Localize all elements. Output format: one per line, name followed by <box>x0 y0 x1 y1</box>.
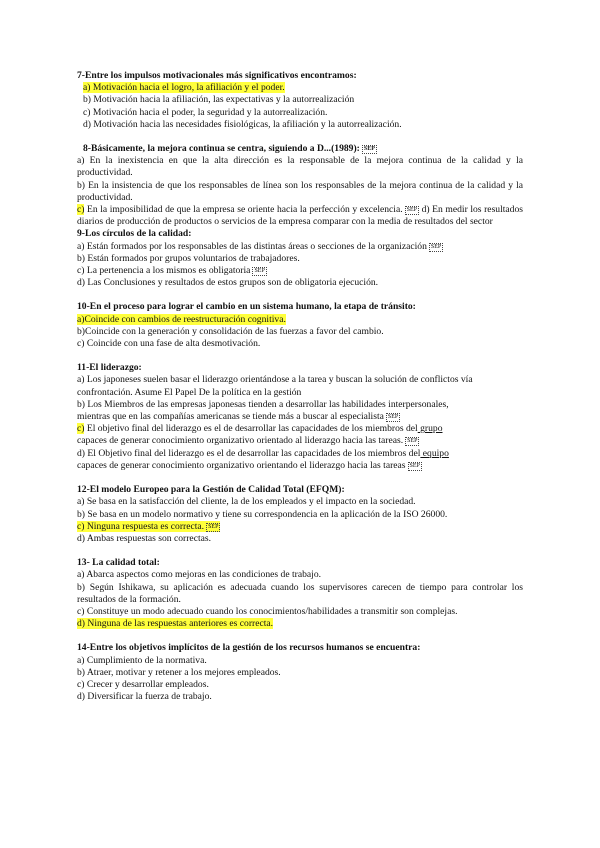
q9-option-c-text: c) La pertenencia a los mismos es obligatoria <box>77 265 251 277</box>
q11-option-c-underlined: grupo <box>417 423 443 435</box>
q11-option-c-line2-text: capaces de generar conocimiento organizativo orientado al liderazgo hacia las tareas. <box>77 435 404 447</box>
q11-option-d-text: d) El Objetivo final del liderazgo es el de desarrollar las capacidades de los miembros del <box>77 447 421 459</box>
q11-option-d-underlined: equipo <box>420 447 449 459</box>
q10-option-c: c) Coincide con una fase de alta desmotivación. <box>77 338 261 350</box>
q11-option-b-line2 <box>77 411 523 423</box>
question-9 <box>77 228 523 289</box>
sep-mark: SEP <box>430 243 442 250</box>
q13-option-c: c) Constituye un modo adecuado cuando los conocimientos/habilidades a transmitir son complejas. <box>77 605 458 617</box>
question-14-title: 14-Entre los objetivos implícitos de la gestión de los recursos humanos se encuentra: <box>77 642 421 654</box>
question-11-title: 11-El liderazgo: <box>77 362 142 374</box>
q7-option-c: c) Motivación hacia el poder, la seguridad y la autorrealización. <box>83 106 328 118</box>
question-11 <box>77 362 523 472</box>
q11-option-d-line2 <box>77 460 523 472</box>
question-8 <box>77 143 523 228</box>
q14-option-d: d) Diversificar la fuerza de trabajo. <box>77 691 212 703</box>
q7-option-a <box>77 82 523 94</box>
sep-mark: SEP <box>208 523 219 530</box>
question-10 <box>77 301 523 350</box>
q8-option-c <box>77 204 523 228</box>
q12-option-b: b) Se basa en un modelo normativo y tiene su correspondencia en la aplicación de la ISO 26000. <box>77 508 448 520</box>
sep-mark: SEP <box>406 207 417 214</box>
question-8-title-text: 8-Básicamente, la mejora continua se centra, siguiendo a D...(1989): <box>83 143 360 155</box>
question-12 <box>77 484 523 545</box>
q8-option-d-text: d) En medir los resultados diarios de producción de productos o servicios de la empresa comparar con la media de resultados del sector <box>77 204 524 228</box>
q14-option-c: c) Crecer y desarrollar empleados. <box>77 678 209 690</box>
q11-option-c-text: El objetivo final del liderazgo es el de desarrollar las capacidades de los miembros del <box>84 423 418 435</box>
q12-option-d: d) Ambas respuestas son correctas. <box>77 532 212 544</box>
sep-mark: SEP <box>407 438 418 445</box>
question-7-title: 7-Entre los impulsos motivacionales más significativos encontramos: <box>77 70 357 81</box>
q14-option-b: b) Atraer, motivar y retener a los mejores empleados. <box>77 666 281 678</box>
q11-option-c-line1 <box>77 423 523 435</box>
q9-option-c <box>77 265 523 277</box>
q9-option-a-text: a) Están formados por los responsables de las distintas áreas o secciones de la organización <box>77 240 427 252</box>
q7-option-a-highlight: a) Motivación hacia el logro, la afiliación y el poder. <box>83 82 285 94</box>
q8-option-b: b) En la insistencia de que los responsables de línea son los responsables de la mejora continua de la calidad y la productividad. <box>77 179 523 203</box>
q8-option-a: a) En la inexistencia en que la alta dirección es la responsable de la mejora continua de la calidad y la productividad. <box>77 155 523 179</box>
q9-option-d: d) Las Conclusiones y resultados de estos grupos son de obligatoria ejecución. <box>77 277 379 289</box>
q11-option-b-line1: b) Los Miembros de las empresas japonesas tienden a desarrollar las habilidades interpersonales, <box>77 398 449 410</box>
q8-option-c-letter: c) <box>77 204 85 216</box>
sep-mark: SEP <box>363 146 375 153</box>
question-7 <box>77 70 523 131</box>
question-13-title: 13- La calidad total: <box>77 557 160 569</box>
question-14 <box>77 642 523 703</box>
q8-option-c-text: En la imposibilidad de que la empresa se oriente hacia la perfección y excelencia. <box>84 204 403 216</box>
q10-option-a <box>77 314 523 326</box>
q12-option-a: a) Se basa en la satisfacción del cliente, la de los empleados y el impacto en la sociedad. <box>77 496 416 508</box>
question-8-title <box>77 143 523 155</box>
q10-option-a-highlight: a)Coincide con cambios de reestructuración cognitiva. <box>77 313 286 325</box>
q7-option-b: b) Motivación hacia la afiliación, las expectativas y la autorrealización <box>83 94 355 106</box>
document-page <box>77 70 523 703</box>
q13-option-d-highlight: d) Ninguna de las respuestas anteriores es correcta. <box>77 618 274 630</box>
q9-option-a <box>77 241 523 253</box>
q11-option-c-letter: c) <box>77 423 85 435</box>
q12-option-c-text: c) Ninguna respuesta es correcta. <box>77 520 205 532</box>
q14-option-a: a) Cumplimiento de la normativa. <box>77 654 207 666</box>
q11-option-a: a) Los japoneses suelen basar el liderazgo orientándose a la tarea y buscan la solución de conflictos vía confrontación. Asume El Papel De la política en la gestión <box>77 374 473 398</box>
question-10-title: 10-En el proceso para lograr el cambio en un sistema humano, la etapa de tránsito: <box>77 301 416 313</box>
q12-option-c-highlight <box>77 521 220 532</box>
q13-option-d <box>77 618 523 630</box>
q11-option-d-line1 <box>77 448 523 460</box>
q11-option-c-line2 <box>77 435 523 447</box>
q13-option-b: b) Según Ishikawa, su aplicación es adecuada cuando los supervisores carecen de tiempo para controlar los resultados de la formación. <box>77 581 523 605</box>
q11-option-d-line2-text: capaces de generar conocimiento organizativo orientando el liderazgo hacia las tareas <box>77 459 406 471</box>
question-12-title: 12-El modelo Europeo para la Gestión de Calidad Total (EFQM): <box>77 484 345 496</box>
sep-mark: SEP <box>387 414 399 421</box>
q10-option-b: b)Coincide con la generación y consolidación de las fuerzas a favor del cambio. <box>77 325 384 337</box>
question-9-title: 9-Los círculos de la calidad: <box>77 228 192 240</box>
q13-option-a: a) Abarca aspectos como mejoras en las condiciones de trabajo. <box>77 569 322 581</box>
question-13 <box>77 557 523 630</box>
q9-option-b: b) Están formados por grupos voluntarios de trabajadores. <box>77 252 300 264</box>
sep-mark: SEP <box>409 462 420 469</box>
q7-option-d: d) Motivación hacia las necesidades fisiológicas, la afiliación y la autorrealización. <box>83 118 402 130</box>
q12-option-c <box>77 521 523 533</box>
sep-mark: SEP <box>254 268 265 275</box>
q11-option-b-line2-text: mientras que en las compañías americanas se tiende más a buscar al especialista <box>77 411 384 423</box>
